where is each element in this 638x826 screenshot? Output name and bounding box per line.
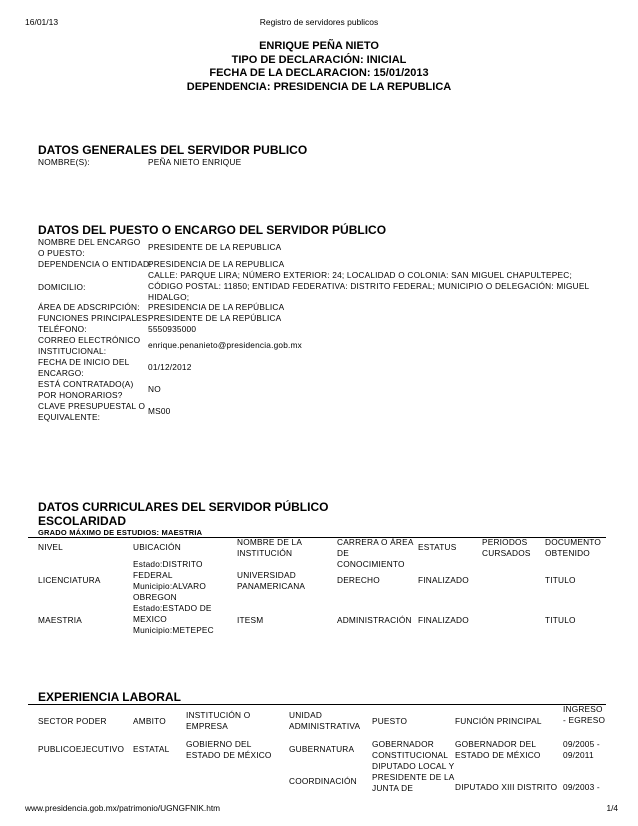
declaration-type: TIPO DE DECLARACIÓN: INICIAL — [231, 53, 407, 66]
print-title: Registro de servidores publicos — [259, 17, 379, 27]
exp-puesto: GOBERNADOR CONSTITUCIONAL — [372, 739, 449, 760]
name-label: NOMBRE(S): — [38, 157, 90, 167]
col-unidad: UNIDAD ADMINISTRATIVA — [289, 710, 361, 731]
position-value-6: enrique.penanieto@presidencia.gob.mx — [148, 340, 302, 350]
col-estatus: ESTATUS — [418, 542, 457, 552]
edu-documento: TITULO — [545, 575, 576, 585]
page-number: 1/4 — [606, 803, 618, 813]
col-periodos: PERIODOS CURSADOS — [482, 537, 531, 558]
exp-periodo: 09/2005 - 09/2011 — [563, 739, 600, 760]
exp-unidad: COORDINACIÓN — [289, 776, 357, 786]
footer-url[interactable]: www.presidencia.gob.mx/patrimonio/UGNGFNIK.htm — [25, 803, 221, 813]
position-label-4: FUNCIONES PRINCIPALES: — [38, 313, 151, 323]
declaration-dependency: DEPENDENCIA: PRESIDENCIA DE LA REPUBLICA — [186, 80, 452, 93]
exp-institucion: GOBIERNO DEL ESTADO DE MÉXICO — [186, 739, 272, 760]
position-value-3: PRESIDENCIA DE LA REPÚBLICA — [148, 302, 285, 312]
max-degree: GRADO MÁXIMO DE ESTUDIOS: MAESTRIA — [38, 528, 203, 537]
edu-ubicacion: Estado:ESTADO DE MEXICO Municipio:METEPEC — [133, 603, 214, 635]
edu-carrera: DERECHO — [337, 575, 380, 585]
col-funcion: FUNCIÓN PRINCIPAL — [455, 716, 542, 726]
position-label-8: ESTÁ CONTRATADO(A) POR HONORARIOS? — [38, 379, 134, 400]
col-ambito: AMBITO — [133, 716, 166, 726]
col-institucion-empresa: INSTITUCIÓN O EMPRESA — [186, 710, 251, 731]
exp-sector: PUBLICOEJECUTIVO — [38, 744, 125, 754]
col-documento: DOCUMENTO OBTENIDO — [545, 537, 602, 558]
general-section-title: DATOS GENERALES DEL SERVIDOR PUBLICO — [38, 143, 308, 157]
position-value-1: PRESIDENCIA DE LA REPUBLICA — [148, 259, 285, 269]
name-value: PEÑA NIETO ENRIQUE — [148, 157, 242, 167]
position-value-8: NO — [148, 384, 161, 394]
exp-unidad: GUBERNATURA — [289, 744, 355, 754]
exp-periodo: 09/2003 - — [563, 782, 600, 792]
position-label-0: NOMBRE DEL ENCARGO O PUESTO: — [38, 237, 141, 258]
col-carrera: CARRERA O ÁREA DE CONOCIMIENTO — [337, 537, 414, 569]
edu-documento: TITULO — [545, 615, 576, 625]
exp-puesto: DIPUTADO LOCAL Y PRESIDENTE DE LA JUNTA DE — [372, 761, 455, 793]
declaration-date: FECHA DE LA DECLARACION: 15/01/2013 — [209, 67, 429, 79]
position-label-3: ÁREA DE ADSCRIPCIÓN: — [38, 302, 140, 312]
experience-top-rule — [28, 704, 606, 705]
edu-carrera: ADMINISTRACIÓN — [337, 615, 412, 625]
edu-nivel: LICENCIATURA — [38, 575, 101, 585]
declarant-name: ENRIQUE PEÑA NIETO — [259, 40, 379, 52]
col-puesto: PUESTO — [372, 716, 408, 726]
position-value-7: 01/12/2012 — [148, 362, 192, 372]
edu-ubicacion: Estado:DISTRITO FEDERAL Municipio:ALVARO OBREGON — [133, 559, 206, 602]
experience-section-title: EXPERIENCIA LABORAL — [38, 690, 181, 704]
col-periodo: INGRESO - EGRESO — [563, 704, 606, 725]
exp-ambito: ESTATAL — [133, 744, 170, 754]
exp-funcion: DIPUTADO XIII DISTRITO — [455, 782, 558, 792]
position-value-2: CALLE: PARQUE LIRA; NÚMERO EXTERIOR: 24; LOCALIDAD O COLONIA: SAN MIGUEL CHAPULTEPEC; CÓDIGO POSTAL: 11850; ENTIDAD FEDERATIVA: DISTRITO FEDERAL; MUNICIPIO O DELEGACIÓN: MIGUEL HIDALGO; — [148, 270, 590, 302]
declaration-header — [0, 40, 638, 94]
position-value-9: MS00 — [148, 406, 171, 416]
position-section-title: DATOS DEL PUESTO O ENCARGO DEL SERVIDOR PÚBLICO — [38, 223, 387, 237]
position-value-0: PRESIDENTE DE LA REPUBLICA — [148, 242, 282, 252]
edu-estatus: FINALIZADO — [418, 615, 469, 625]
edu-institucion: ITESM — [237, 615, 264, 625]
position-label-9: CLAVE PRESUPUESTAL O EQUIVALENTE: — [38, 401, 146, 422]
education-subtitle: ESCOLARIDAD — [38, 514, 127, 528]
exp-funcion: GOBERNADOR DEL ESTADO DE MÉXICO — [455, 739, 541, 760]
position-label-1: DEPENDENCIA O ENTIDAD: — [38, 259, 152, 269]
col-sector: SECTOR PODER — [38, 716, 107, 726]
col-nivel: NIVEL — [38, 542, 63, 552]
edu-estatus: FINALIZADO — [418, 575, 469, 585]
edu-institucion: UNIVERSIDAD PANAMERICANA — [237, 570, 306, 591]
col-institucion: NOMBRE DE LA INSTITUCIÓN — [237, 537, 302, 558]
position-label-2: DOMICILIO: — [38, 282, 86, 292]
position-label-6: CORREO ELECTRÓNICO INSTITUCIONAL: — [38, 335, 141, 356]
position-label-7: FECHA DE INICIO DEL ENCARGO: — [38, 357, 130, 378]
position-label-5: TELÉFONO: — [38, 324, 87, 334]
curricular-section-title: DATOS CURRICULARES DEL SERVIDOR PÚBLICO — [38, 500, 329, 514]
print-date: 16/01/13 — [25, 17, 59, 27]
col-ubicacion: UBICACIÓN — [133, 542, 181, 552]
position-value-5: 5550935000 — [148, 324, 197, 334]
position-value-4: PRESIDENTE DE LA REPÚBLICA — [148, 313, 282, 323]
edu-nivel: MAESTRIA — [38, 615, 83, 625]
